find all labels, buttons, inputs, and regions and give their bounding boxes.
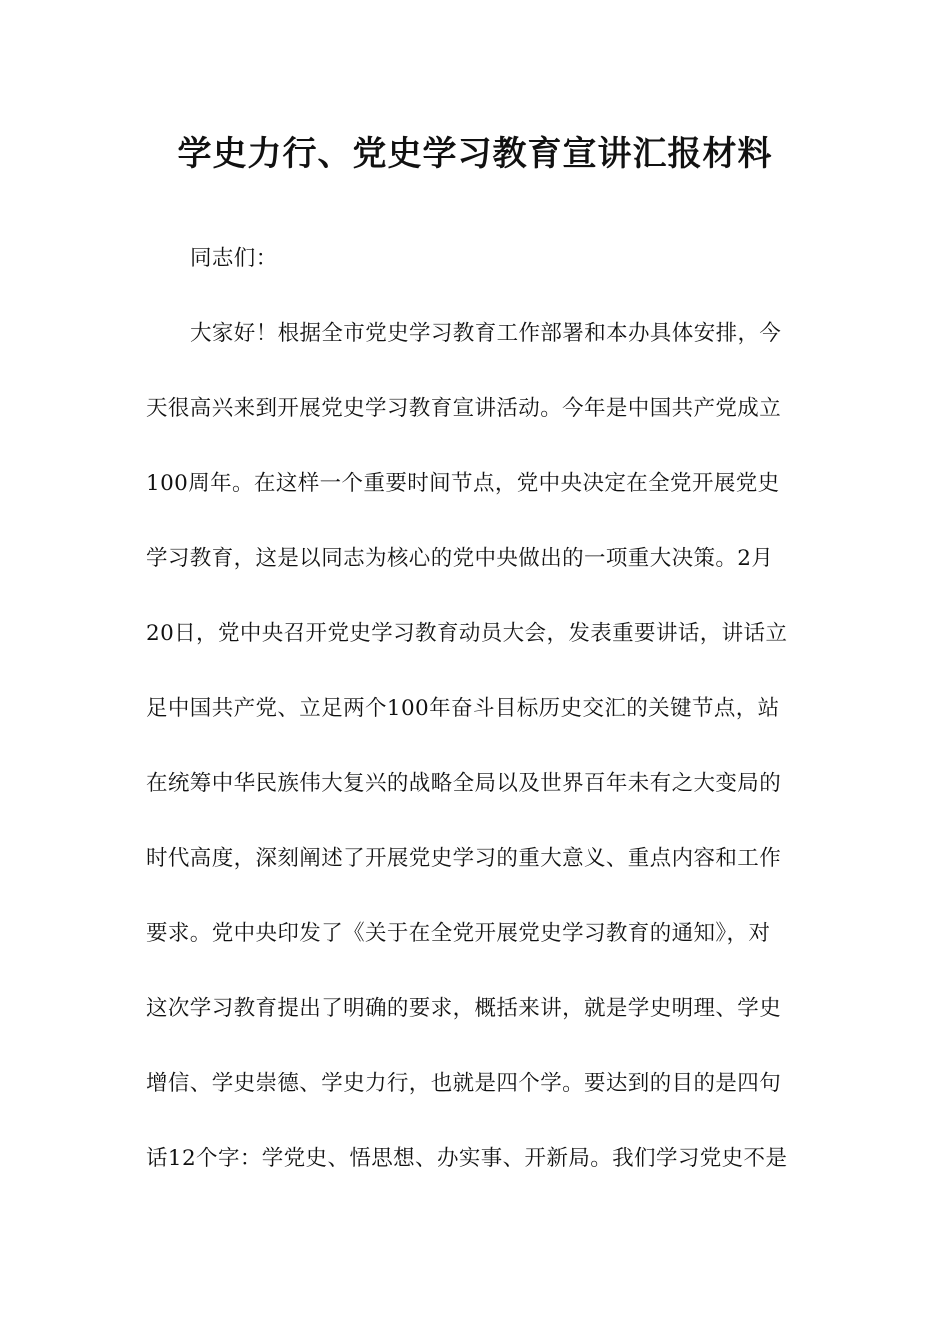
body-line: 时代高度，深刻阐述了开展党史学习的重大意义、重点内容和工作: [146, 846, 782, 871]
body-line: 这次学习教育提出了明确的要求，概括来讲，就是学史明理、学史: [146, 996, 782, 1021]
salutation-line: 同志们：: [190, 246, 278, 271]
body-line: 要求。党中央印发了《关于在全党开展党史学习教育的通知》，对: [146, 921, 771, 946]
body-line: 足中国共产党、立足两个100年奋斗目标历史交汇的关键节点，站: [146, 696, 780, 721]
document-title: 学史力行、党史学习教育宣讲汇报材料: [177, 134, 773, 174]
body-line: 学习教育，这是以同志为核心的党中央做出的一项重大决策。2月: [146, 546, 774, 571]
body-line: 20日，党中央召开党史学习教育动员大会，发表重要讲话，讲话立: [146, 621, 788, 646]
body-line: 话12个字：学党史、悟思想、办实事、开新局。我们学习党史不是: [146, 1146, 788, 1171]
body-line: 天很高兴来到开展党史学习教育宣讲活动。今年是中国共产党成立: [146, 396, 782, 421]
document-body: [146, 230, 806, 1205]
body-line: 在统筹中华民族伟大复兴的战略全局以及世界百年未有之大变局的: [146, 771, 782, 796]
body-line: 增信、学史崇德、学史力行，也就是四个学。要达到的目的是四句: [146, 1071, 782, 1096]
body-line: 100周年。在这样一个重要时间节点，党中央决定在全党开展党史: [146, 471, 780, 496]
body-line: 大家好！根据全市党史学习教育工作部署和本办具体安排，今: [190, 321, 782, 346]
